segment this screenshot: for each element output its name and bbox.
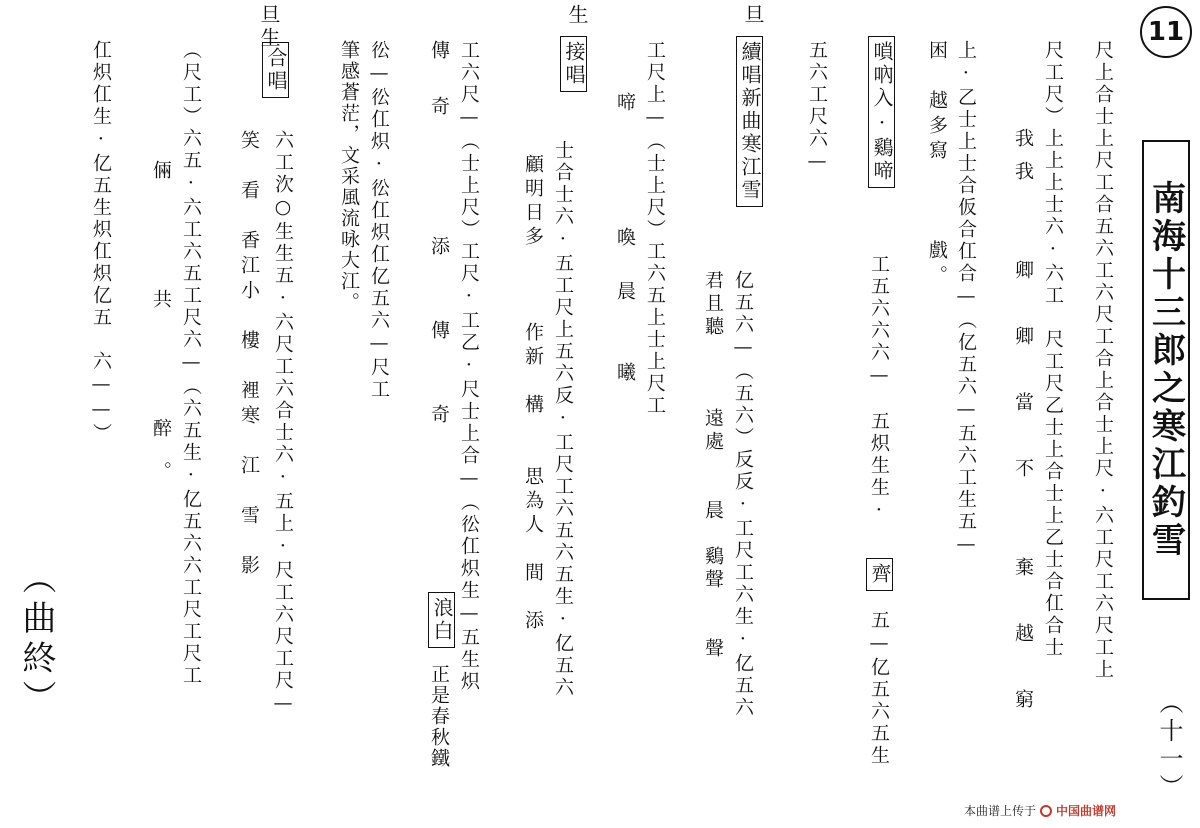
cue-chorus: 合唱	[262, 42, 289, 98]
role-dan: 旦	[741, 4, 765, 27]
score-column: 士合士六·五工尺上五六反·工尺工六五六五生·亿五六	[551, 140, 574, 699]
site-logo-icon	[1040, 805, 1052, 817]
score-column: 尺上合士上尺工合五六工六尺工合上合士上尺·六工尺工六尺工上	[1091, 40, 1114, 681]
lyric-column: 我我 卿 卿 當 不 棄 越 窮	[1011, 128, 1034, 722]
page-number: 11	[1140, 6, 1192, 58]
lyric-column: 啼 喚 晨 曦	[613, 92, 636, 389]
score-column: 彸—彸仜炽·彸仜炽仜亿五六—尺工	[367, 40, 390, 401]
score-column: 五六工尺六—	[805, 40, 828, 175]
end-mark: （曲終）	[16, 560, 56, 720]
lyric-column: 困 越多寫 戲。	[925, 40, 948, 290]
role-dan-sheng: 旦生	[257, 4, 281, 50]
song-title: 南海十三郎之寒江釣雪	[1142, 140, 1190, 600]
score-column: 工五六六六— 五炽生生·	[867, 254, 890, 524]
lyric-column: 笑 看 香江小 樓 裡寒 江 雪 影	[237, 130, 260, 580]
score-column: 工六尺—（士上尺）工尺·工乙·尺士上合—（彸仜炽生—五生炽	[457, 40, 480, 693]
score-column: 工尺上—（士上尺）工六五上士上尺工	[643, 40, 666, 417]
cue-together: 齊	[866, 558, 893, 591]
section-number: （十一）	[1155, 690, 1183, 802]
score-column: 上·乙士上士合仮合仜合—（亿五六—五六工生五—	[954, 40, 977, 558]
cue-suona-rooster: 嗩吶入·鷄啼	[868, 36, 895, 188]
footer	[964, 802, 1116, 819]
score-column: 五—亿五六五生	[867, 610, 890, 767]
role-sheng: 生	[565, 4, 589, 27]
lyric-column: 君且聽 遠處 晨 鷄聲 聲	[701, 270, 724, 661]
lyric-column: 倆 共 醉。	[149, 160, 172, 504]
lyric-column: 筆感蒼茫，文采風流咏大江。	[337, 40, 360, 313]
score-column: 亿五六—（五六）反反·工尺工六生·亿五六	[731, 270, 754, 719]
cue-new-song: 續唱新曲寒江雪	[736, 36, 763, 207]
lyric-column: 正是春秋鐵	[427, 664, 450, 769]
footer-text: 本曲谱上传于	[964, 804, 1037, 818]
lyric-column: 顧明日多 作新 構 思為人 間 添	[521, 154, 544, 634]
cue-spoken: 浪白	[428, 592, 455, 648]
score-column: 尺工尺）上上上士六·六工 尺工尺乙士上合士上乙士合仜合士	[1041, 40, 1064, 659]
score-column: 仜炽仜生·亿五生炽仜炽亿五 六——）	[89, 40, 112, 445]
lyric-column: 傳 奇 添 傳 奇	[427, 40, 450, 432]
cue-continue-sing: 接唱	[560, 36, 587, 92]
footer-brand[interactable]: 中国曲谱网	[1056, 804, 1117, 818]
score-column: （尺工）六五·六工六五工尺六—（六五生·亿五六六工尺工尺工	[179, 40, 202, 687]
score-column: 六工㳄○生生五·六尺工六合士六·五上·尺工六尺工尺—	[271, 130, 294, 717]
